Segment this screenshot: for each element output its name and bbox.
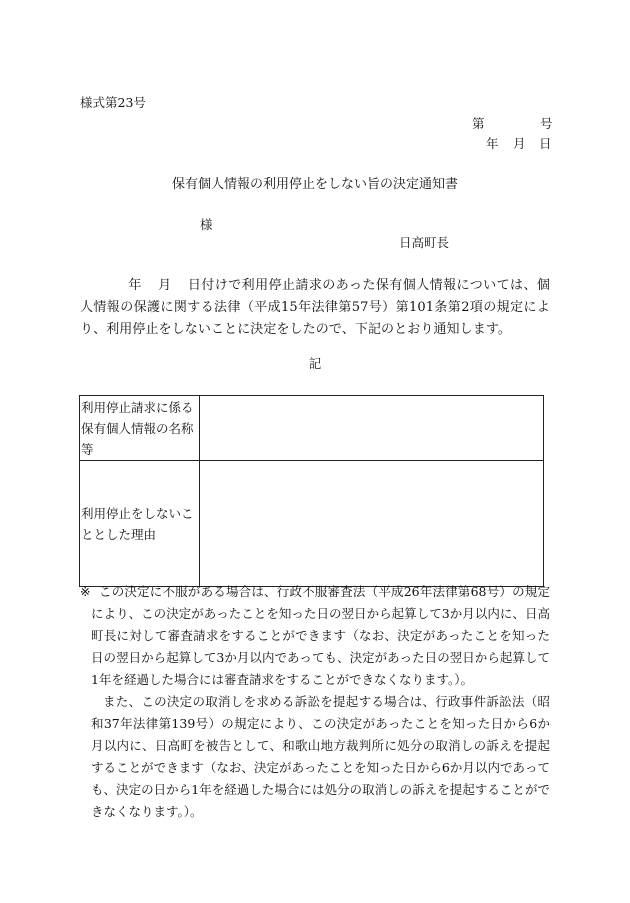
- note-mark: ※: [80, 584, 91, 599]
- body-text: 日付けで利用停止請求のあった保有個人情報については、個人情報の保護に関する法律（平成15年法律第57号）第101条第2項の規定により、利用停止をしないことに決定をしたので、下記のとおり通知します。: [80, 278, 550, 337]
- table-row: [80, 461, 544, 587]
- date-month-label: 月: [513, 136, 526, 151]
- note-1: [80, 581, 550, 691]
- document-number-prefix: 第: [472, 116, 485, 131]
- table-row: [80, 396, 544, 461]
- row2-value: [200, 461, 544, 587]
- note-2: [80, 691, 550, 823]
- notes-section: [80, 581, 550, 823]
- row1-label: 利用停止請求に係る保有個人情報の名称等: [80, 396, 200, 461]
- row2-label: 利用停止をしないこととした理由: [80, 461, 200, 587]
- body-paragraph: [80, 275, 550, 341]
- note-1-text: この決定に不服がある場合は、行政不服審査法（平成26年法律第68号）の規定により、この決定があったことを知った日の翌日から起算して3か月以内に、日高町長に対して審査請求をすることができます（なお、決定があったことを知った日の翌日から起算して3か月以内であっても、決定があった日の翌日から起算して1年を経過した場合には審査請求をすることができなくなります。）。: [91, 584, 550, 687]
- date-day-label: 日: [539, 136, 552, 151]
- issuer-name: 日高町長: [399, 235, 450, 250]
- note-2-text: また、この決定の取消しを求める訴訟を提起する場合は、行政事件訴訟法（昭和37年法律第139号）の規定により、この決定があったことを知った日から6か月以内に、日高町を被告として、和歌山地方裁判所に処分の取消しの訴えを提起することができます（なお、決定があったことを知った日から6か月以内であっても、決定の日から1年を経過した場合には処分の取消しの訴えを提起することができなくなります。）。: [91, 694, 550, 819]
- date-year-label: 年: [486, 136, 499, 151]
- document-number-suffix: 号: [540, 116, 553, 131]
- detail-table: [79, 395, 544, 587]
- row1-value: [200, 396, 544, 461]
- body-date-month: 月: [157, 278, 172, 293]
- body-date-year: 年: [128, 278, 142, 293]
- addressee-honorific: 様: [200, 217, 213, 232]
- ki-heading: 記: [308, 356, 322, 371]
- document-title: 保有個人情報の利用停止をしない旨の決定通知書: [171, 177, 458, 192]
- form-number: 様式第23号: [80, 95, 146, 110]
